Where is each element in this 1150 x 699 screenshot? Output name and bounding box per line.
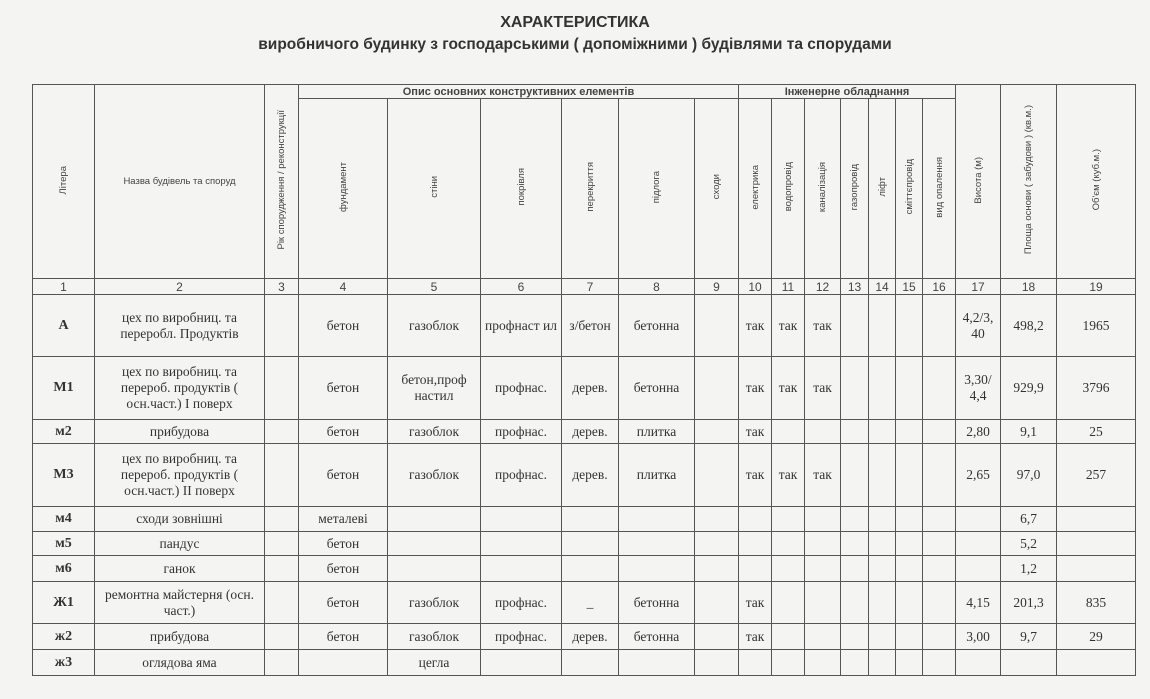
cell-stairs <box>695 507 739 532</box>
cell-sewer: так <box>805 357 841 420</box>
cell-lift <box>869 624 896 650</box>
cell-heating <box>923 420 956 444</box>
cell-stairs <box>695 295 739 357</box>
cell-roof: профнас. <box>481 582 562 624</box>
header-water-label: водопровід <box>782 162 794 212</box>
cell-height: 3,00 <box>956 624 1001 650</box>
cell-foundation <box>299 650 388 676</box>
cell-litera: ж3 <box>33 650 95 676</box>
cell-area: 929,9 <box>1001 357 1057 420</box>
cell-walls: газоблок <box>388 420 481 444</box>
column-number: 18 <box>1001 279 1057 295</box>
header-heating <box>923 99 956 279</box>
cell-electric <box>739 650 772 676</box>
cell-volume: 25 <box>1057 420 1136 444</box>
cell-floor: плитка <box>619 420 695 444</box>
cell-area: 5,2 <box>1001 532 1057 556</box>
header-lift-label: ліфт <box>876 177 888 197</box>
cell-garbage <box>896 444 923 507</box>
cell-garbage <box>896 556 923 582</box>
header-stairs-label: сходи <box>711 174 722 200</box>
cell-walls: цегла <box>388 650 481 676</box>
cell-gas <box>841 420 869 444</box>
cell-ceiling: дерев. <box>562 357 619 420</box>
column-number: 10 <box>739 279 772 295</box>
cell-area: 9,7 <box>1001 624 1057 650</box>
cell-stairs <box>695 532 739 556</box>
cell-gas <box>841 444 869 507</box>
header-area <box>1001 85 1057 279</box>
cell-lift <box>869 420 896 444</box>
cell-water <box>772 556 805 582</box>
characteristics-table <box>32 84 1136 676</box>
column-number: 2 <box>95 279 265 295</box>
cell-stairs <box>695 650 739 676</box>
column-number: 7 <box>562 279 619 295</box>
header-walls <box>388 99 481 279</box>
cell-volume <box>1057 556 1136 582</box>
table-row <box>33 650 1136 676</box>
cell-area: 9,1 <box>1001 420 1057 444</box>
table-row <box>33 420 1136 444</box>
cell-sewer <box>805 420 841 444</box>
table-row <box>33 532 1136 556</box>
cell-garbage <box>896 624 923 650</box>
cell-floor: бетонна <box>619 357 695 420</box>
cell-electric: так <box>739 357 772 420</box>
cell-electric <box>739 507 772 532</box>
cell-heating <box>923 357 956 420</box>
header-group-engineering: Інженерне обладнання <box>739 85 956 99</box>
cell-floor: плитка <box>619 444 695 507</box>
cell-height <box>956 556 1001 582</box>
header-gas-label: газопровід <box>849 163 860 211</box>
table-row <box>33 556 1136 582</box>
cell-heating <box>923 532 956 556</box>
cell-height <box>956 532 1001 556</box>
cell-gas <box>841 295 869 357</box>
header-height <box>956 85 1001 279</box>
cell-name: ганок <box>95 556 265 582</box>
cell-volume <box>1057 650 1136 676</box>
document-title: ХАРАКТЕРИСТИКА <box>500 14 650 31</box>
cell-foundation: бетон <box>299 582 388 624</box>
cell-foundation: бетон <box>299 295 388 357</box>
cell-lift <box>869 582 896 624</box>
header-foundation <box>299 99 388 279</box>
cell-gas <box>841 357 869 420</box>
column-number-row <box>33 279 1136 295</box>
cell-volume: 835 <box>1057 582 1136 624</box>
cell-roof: профнас. <box>481 624 562 650</box>
cell-roof <box>481 650 562 676</box>
cell-garbage <box>896 650 923 676</box>
cell-volume: 257 <box>1057 444 1136 507</box>
cell-year <box>265 556 299 582</box>
cell-floor: бетонна <box>619 295 695 357</box>
cell-stairs <box>695 582 739 624</box>
header-electric-label: електрика <box>749 164 761 210</box>
cell-walls: газоблок <box>388 295 481 357</box>
cell-electric: так <box>739 420 772 444</box>
cell-sewer <box>805 556 841 582</box>
cell-water <box>772 582 805 624</box>
header-water <box>772 99 805 279</box>
cell-foundation: бетон <box>299 556 388 582</box>
cell-ceiling: дерев. <box>562 624 619 650</box>
cell-volume <box>1057 532 1136 556</box>
cell-water <box>772 532 805 556</box>
cell-heating <box>923 624 956 650</box>
cell-roof <box>481 532 562 556</box>
cell-sewer: так <box>805 444 841 507</box>
cell-floor <box>619 556 695 582</box>
cell-year <box>265 295 299 357</box>
column-number: 13 <box>841 279 869 295</box>
cell-sewer <box>805 582 841 624</box>
cell-lift <box>869 556 896 582</box>
cell-water: так <box>772 444 805 507</box>
header-sewer-label: каналізація <box>817 161 828 213</box>
table-row <box>33 582 1136 624</box>
cell-name: ремонтна майстерня (осн. част.) <box>95 582 265 624</box>
cell-litera: А <box>33 295 95 357</box>
cell-gas <box>841 650 869 676</box>
cell-lift <box>869 532 896 556</box>
header-floor <box>619 99 695 279</box>
cell-garbage <box>896 507 923 532</box>
column-number: 12 <box>805 279 841 295</box>
cell-gas <box>841 532 869 556</box>
header-litera-label: Літера <box>58 165 69 195</box>
cell-heating <box>923 295 956 357</box>
cell-year <box>265 532 299 556</box>
column-number: 8 <box>619 279 695 295</box>
column-number: 4 <box>299 279 388 295</box>
cell-foundation: бетон <box>299 420 388 444</box>
column-number: 11 <box>772 279 805 295</box>
cell-name: цех по виробниц. та переробл. Продуктів <box>95 295 265 357</box>
cell-height: 2,80 <box>956 420 1001 444</box>
column-number: 19 <box>1057 279 1136 295</box>
cell-ceiling: _ <box>562 582 619 624</box>
header-ceiling <box>562 99 619 279</box>
cell-year <box>265 357 299 420</box>
column-number: 15 <box>896 279 923 295</box>
cell-foundation: бетон <box>299 624 388 650</box>
table-row <box>33 295 1136 357</box>
cell-lift <box>869 650 896 676</box>
header-floor-label: підлога <box>651 170 662 204</box>
table-row <box>33 624 1136 650</box>
header-group-construct: Опис основних конструктивних елементів <box>299 85 739 99</box>
cell-heating <box>923 582 956 624</box>
cell-water <box>772 650 805 676</box>
cell-name: оглядова яма <box>95 650 265 676</box>
cell-walls: газоблок <box>388 624 481 650</box>
cell-ceiling <box>562 532 619 556</box>
table-row <box>33 357 1136 420</box>
cell-year <box>265 420 299 444</box>
cell-electric: так <box>739 624 772 650</box>
cell-stairs <box>695 624 739 650</box>
header-walls-label: стіни <box>428 176 440 198</box>
header-height-label: Висота (м) <box>972 156 984 204</box>
cell-lift <box>869 357 896 420</box>
cell-garbage <box>896 420 923 444</box>
column-number: 9 <box>695 279 739 295</box>
column-number: 6 <box>481 279 562 295</box>
cell-lift <box>869 295 896 357</box>
cell-floor <box>619 532 695 556</box>
cell-water <box>772 420 805 444</box>
cell-name: прибудова <box>95 420 265 444</box>
cell-heating <box>923 556 956 582</box>
cell-ceiling <box>562 556 619 582</box>
cell-stairs <box>695 420 739 444</box>
cell-sewer <box>805 650 841 676</box>
cell-volume: 29 <box>1057 624 1136 650</box>
header-area-label: Площа основи ( забудови ) (кв.м.) <box>1023 105 1034 255</box>
cell-litera: м2 <box>33 420 95 444</box>
header-garbage-label: сміттєпровід <box>903 159 915 215</box>
cell-walls: газоблок <box>388 444 481 507</box>
table-row <box>33 507 1136 532</box>
cell-roof: профнас. <box>481 420 562 444</box>
column-number: 16 <box>923 279 956 295</box>
cell-gas <box>841 507 869 532</box>
header-stairs <box>695 99 739 279</box>
cell-area <box>1001 650 1057 676</box>
cell-ceiling <box>562 650 619 676</box>
cell-water: так <box>772 357 805 420</box>
cell-roof: профнаст ил <box>481 295 562 357</box>
cell-walls: газоблок <box>388 582 481 624</box>
column-number: 3 <box>265 279 299 295</box>
header-garbage <box>896 99 923 279</box>
cell-height: 4,15 <box>956 582 1001 624</box>
cell-name: цех по виробниц. та перероб. продуктів ( осн.част.) І поверх <box>95 357 265 420</box>
cell-volume: 3796 <box>1057 357 1136 420</box>
cell-garbage <box>896 582 923 624</box>
cell-litera: М1 <box>33 357 95 420</box>
cell-area: 498,2 <box>1001 295 1057 357</box>
cell-roof: профнас. <box>481 444 562 507</box>
column-number: 1 <box>33 279 95 295</box>
cell-water: так <box>772 295 805 357</box>
cell-litera: ж2 <box>33 624 95 650</box>
cell-height: 3,30/ 4,4 <box>956 357 1001 420</box>
header-ceiling-label: перекриття <box>584 162 596 212</box>
header-gas <box>841 99 869 279</box>
header-electric <box>739 99 772 279</box>
column-number: 17 <box>956 279 1001 295</box>
cell-year <box>265 582 299 624</box>
header-foundation-label: фундамент <box>337 162 349 212</box>
header-roof-label: покрівля <box>515 168 527 206</box>
cell-electric <box>739 556 772 582</box>
cell-walls <box>388 507 481 532</box>
cell-garbage <box>896 295 923 357</box>
cell-ceiling: дерев. <box>562 444 619 507</box>
header-roof <box>481 99 562 279</box>
cell-heating <box>923 507 956 532</box>
header-sewer <box>805 99 841 279</box>
cell-floor: бетонна <box>619 582 695 624</box>
cell-water <box>772 624 805 650</box>
cell-litera: М3 <box>33 444 95 507</box>
cell-height <box>956 650 1001 676</box>
cell-floor <box>619 650 695 676</box>
cell-walls <box>388 556 481 582</box>
cell-height: 4,2/3, 40 <box>956 295 1001 357</box>
cell-height: 2,65 <box>956 444 1001 507</box>
cell-sewer: так <box>805 295 841 357</box>
cell-walls <box>388 532 481 556</box>
cell-year <box>265 624 299 650</box>
cell-garbage <box>896 357 923 420</box>
cell-floor: бетонна <box>619 624 695 650</box>
cell-stairs <box>695 357 739 420</box>
cell-sewer <box>805 624 841 650</box>
cell-name: пандус <box>95 532 265 556</box>
column-number: 5 <box>388 279 481 295</box>
cell-roof <box>481 556 562 582</box>
cell-roof: профнас. <box>481 357 562 420</box>
cell-volume <box>1057 507 1136 532</box>
cell-lift <box>869 444 896 507</box>
header-lift <box>869 99 896 279</box>
cell-gas <box>841 624 869 650</box>
header-heating-label: вид опалення <box>933 156 945 218</box>
cell-floor <box>619 507 695 532</box>
column-number: 14 <box>869 279 896 295</box>
cell-sewer <box>805 532 841 556</box>
cell-gas <box>841 556 869 582</box>
cell-year <box>265 444 299 507</box>
header-year <box>265 85 299 279</box>
cell-stairs <box>695 444 739 507</box>
cell-walls: бетон,проф настил <box>388 357 481 420</box>
cell-year <box>265 507 299 532</box>
cell-litera: м4 <box>33 507 95 532</box>
cell-electric: так <box>739 582 772 624</box>
header-year-label: Рік спорудження / реконструкції <box>276 110 287 250</box>
document-subtitle: виробничого будинку з господарськими ( допоміжними ) будівлями та спорудами <box>258 36 892 53</box>
cell-year <box>265 650 299 676</box>
cell-name: прибудова <box>95 624 265 650</box>
cell-electric: так <box>739 295 772 357</box>
cell-name: цех по виробниц. та перероб. продуктів ( осн.част.) ІІ поверх <box>95 444 265 507</box>
header-name <box>95 85 265 279</box>
cell-sewer <box>805 507 841 532</box>
cell-height <box>956 507 1001 532</box>
cell-heating <box>923 650 956 676</box>
cell-stairs <box>695 556 739 582</box>
cell-area: 1,2 <box>1001 556 1057 582</box>
cell-water <box>772 507 805 532</box>
cell-area: 97,0 <box>1001 444 1057 507</box>
header-litera <box>33 85 95 279</box>
cell-ceiling <box>562 507 619 532</box>
cell-ceiling: з/бетон <box>562 295 619 357</box>
cell-ceiling: дерев. <box>562 420 619 444</box>
cell-electric: так <box>739 444 772 507</box>
cell-lift <box>869 507 896 532</box>
cell-foundation: бетон <box>299 357 388 420</box>
cell-foundation: бетон <box>299 444 388 507</box>
header-volume <box>1057 85 1136 279</box>
cell-area: 6,7 <box>1001 507 1057 532</box>
cell-volume: 1965 <box>1057 295 1136 357</box>
header-volume-label: Об'єм (куб.м.) <box>1090 149 1102 211</box>
cell-litera: Ж1 <box>33 582 95 624</box>
cell-garbage <box>896 532 923 556</box>
cell-electric <box>739 532 772 556</box>
table-row <box>33 444 1136 507</box>
cell-foundation: бетон <box>299 532 388 556</box>
cell-litera: м5 <box>33 532 95 556</box>
header-name-label: Назва будівель та споруд <box>123 176 236 187</box>
cell-roof <box>481 507 562 532</box>
cell-gas <box>841 582 869 624</box>
cell-litera: м6 <box>33 556 95 582</box>
cell-area: 201,3 <box>1001 582 1057 624</box>
cell-foundation: металеві <box>299 507 388 532</box>
cell-heating <box>923 444 956 507</box>
cell-name: сходи зовнішні <box>95 507 265 532</box>
